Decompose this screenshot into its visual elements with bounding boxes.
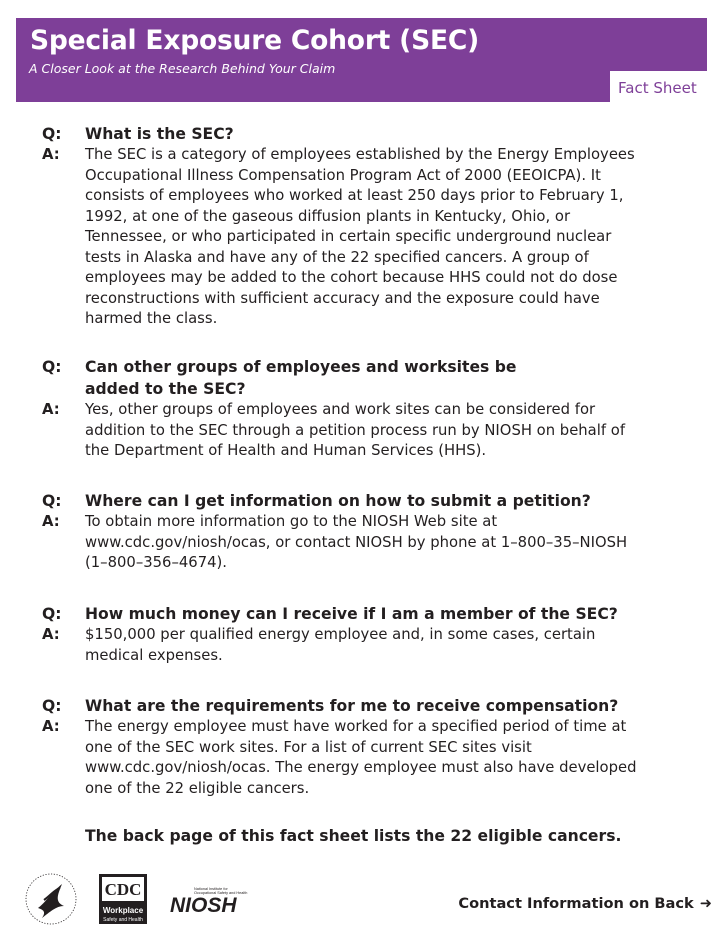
contact-info-link[interactable] bbox=[458, 895, 712, 912]
faq-item bbox=[42, 356, 662, 462]
eligible-cancers-note: The back page of this fact sheet lists the 22 eligible cancers. bbox=[85, 827, 622, 845]
answer bbox=[42, 145, 662, 330]
answer-marker: A: bbox=[42, 513, 60, 530]
niosh-logo bbox=[170, 887, 247, 917]
answer-line: one of the SEC work sites. For a list of current SEC sites visit bbox=[85, 738, 532, 756]
cdc-safety-text: Safety and Health bbox=[103, 917, 143, 923]
question-marker: Q: bbox=[42, 605, 62, 623]
faq-item bbox=[42, 490, 662, 574]
question-text: Can other groups of employees and worksites be bbox=[85, 358, 517, 376]
answer-line: addition to the SEC through a petition process run by NIOSH on behalf of bbox=[85, 421, 626, 439]
fact-sheet-label: Fact Sheet bbox=[618, 79, 697, 97]
contact-info-text: Contact Information on Back bbox=[458, 895, 694, 912]
answer-marker: A: bbox=[42, 146, 60, 163]
answer-line: reconstructions with sufficient accuracy and the exposure could have bbox=[85, 289, 600, 307]
faq-item bbox=[42, 603, 662, 666]
answer-line: employees may be added to the cohort because HHS could not do dose bbox=[85, 269, 618, 286]
page-subtitle: A Closer Look at the Research Behind Your Claim bbox=[29, 61, 336, 76]
arrow-right-icon: ➜ bbox=[699, 895, 712, 912]
answer-line: medical expenses. bbox=[85, 646, 223, 664]
cdc-text: CDC bbox=[104, 880, 142, 899]
header-banner bbox=[16, 18, 707, 102]
niosh-small-line-2: Occupational Safety and Health bbox=[194, 891, 248, 895]
question-text: What is the SEC? bbox=[85, 125, 234, 143]
question-marker: Q: bbox=[42, 697, 62, 715]
answer bbox=[42, 400, 662, 462]
cdc-logo bbox=[99, 874, 147, 924]
hhs-seal-logo bbox=[26, 874, 76, 924]
question bbox=[42, 490, 662, 512]
answer-line: harmed the class. bbox=[85, 310, 218, 327]
answer-line: $150,000 per qualified energy employee and, in some cases, certain bbox=[85, 626, 596, 643]
cdc-workplace-text: Workplace bbox=[102, 906, 144, 915]
answer-line: Tennessee, or who participated in certain specific underground nuclear bbox=[85, 228, 612, 245]
question-text: Where can I get information on how to submit a petition? bbox=[85, 492, 591, 510]
faq-item bbox=[42, 123, 662, 330]
fact-sheet-tab bbox=[610, 71, 707, 102]
answer-line: Yes, other groups of employees and work sites can be considered for bbox=[85, 401, 596, 418]
answer-line: To obtain more information go to the NIOSH Web site at bbox=[85, 513, 498, 530]
niosh-small-line-1: National Institute for bbox=[194, 887, 228, 891]
answer-line: (1–800–356–4674). bbox=[85, 554, 228, 571]
niosh-text: NIOSH bbox=[170, 894, 237, 917]
answer-line: the Department of Health and Human Services (HHS). bbox=[85, 442, 487, 459]
question-text: What are the requirements for me to receive compensation? bbox=[85, 697, 619, 715]
answer-marker: A: bbox=[42, 718, 60, 735]
answer-line: 1992, at one of the gaseous diffusion plants in Kentucky, Ohio, or bbox=[85, 207, 571, 225]
question-marker: Q: bbox=[42, 492, 62, 510]
faq-item bbox=[42, 695, 662, 799]
answer-line: www.cdc.gov/niosh/ocas. The energy employee must also have developed bbox=[85, 759, 637, 776]
question-marker: Q: bbox=[42, 358, 62, 376]
answer-line: tests in Alaska and have any of the 22 specified cancers. A group of bbox=[85, 248, 589, 266]
answer-line: one of the 22 eligible cancers. bbox=[85, 779, 310, 797]
question bbox=[42, 123, 662, 145]
answer-line: Occupational Illness Compensation Program Act of 2000 (EEOICPA). It bbox=[85, 166, 601, 184]
question-text: added to the SEC? bbox=[85, 380, 246, 398]
question bbox=[42, 695, 662, 717]
answer-line: The SEC is a category of employees established by the Energy Employees bbox=[85, 146, 635, 163]
answer bbox=[42, 717, 662, 799]
question bbox=[42, 356, 662, 400]
question-marker: Q: bbox=[42, 125, 62, 143]
answer bbox=[42, 625, 662, 666]
question bbox=[42, 603, 662, 625]
page-title: Special Exposure Cohort (SEC) bbox=[30, 25, 480, 56]
answer-marker: A: bbox=[42, 626, 60, 643]
answer-line: www.cdc.gov/niosh/ocas, or contact NIOSH by phone at 1–800–35–NIOSH bbox=[85, 533, 628, 551]
answer bbox=[42, 512, 662, 574]
answer-line: consists of employees who worked at least 250 days prior to February 1, bbox=[85, 187, 624, 204]
answer-marker: A: bbox=[42, 401, 60, 418]
answer-line: The energy employee must have worked for a specified period of time at bbox=[85, 718, 627, 735]
footer-logos bbox=[24, 872, 284, 928]
question-text: How much money can I receive if I am a member of the SEC? bbox=[85, 605, 618, 623]
